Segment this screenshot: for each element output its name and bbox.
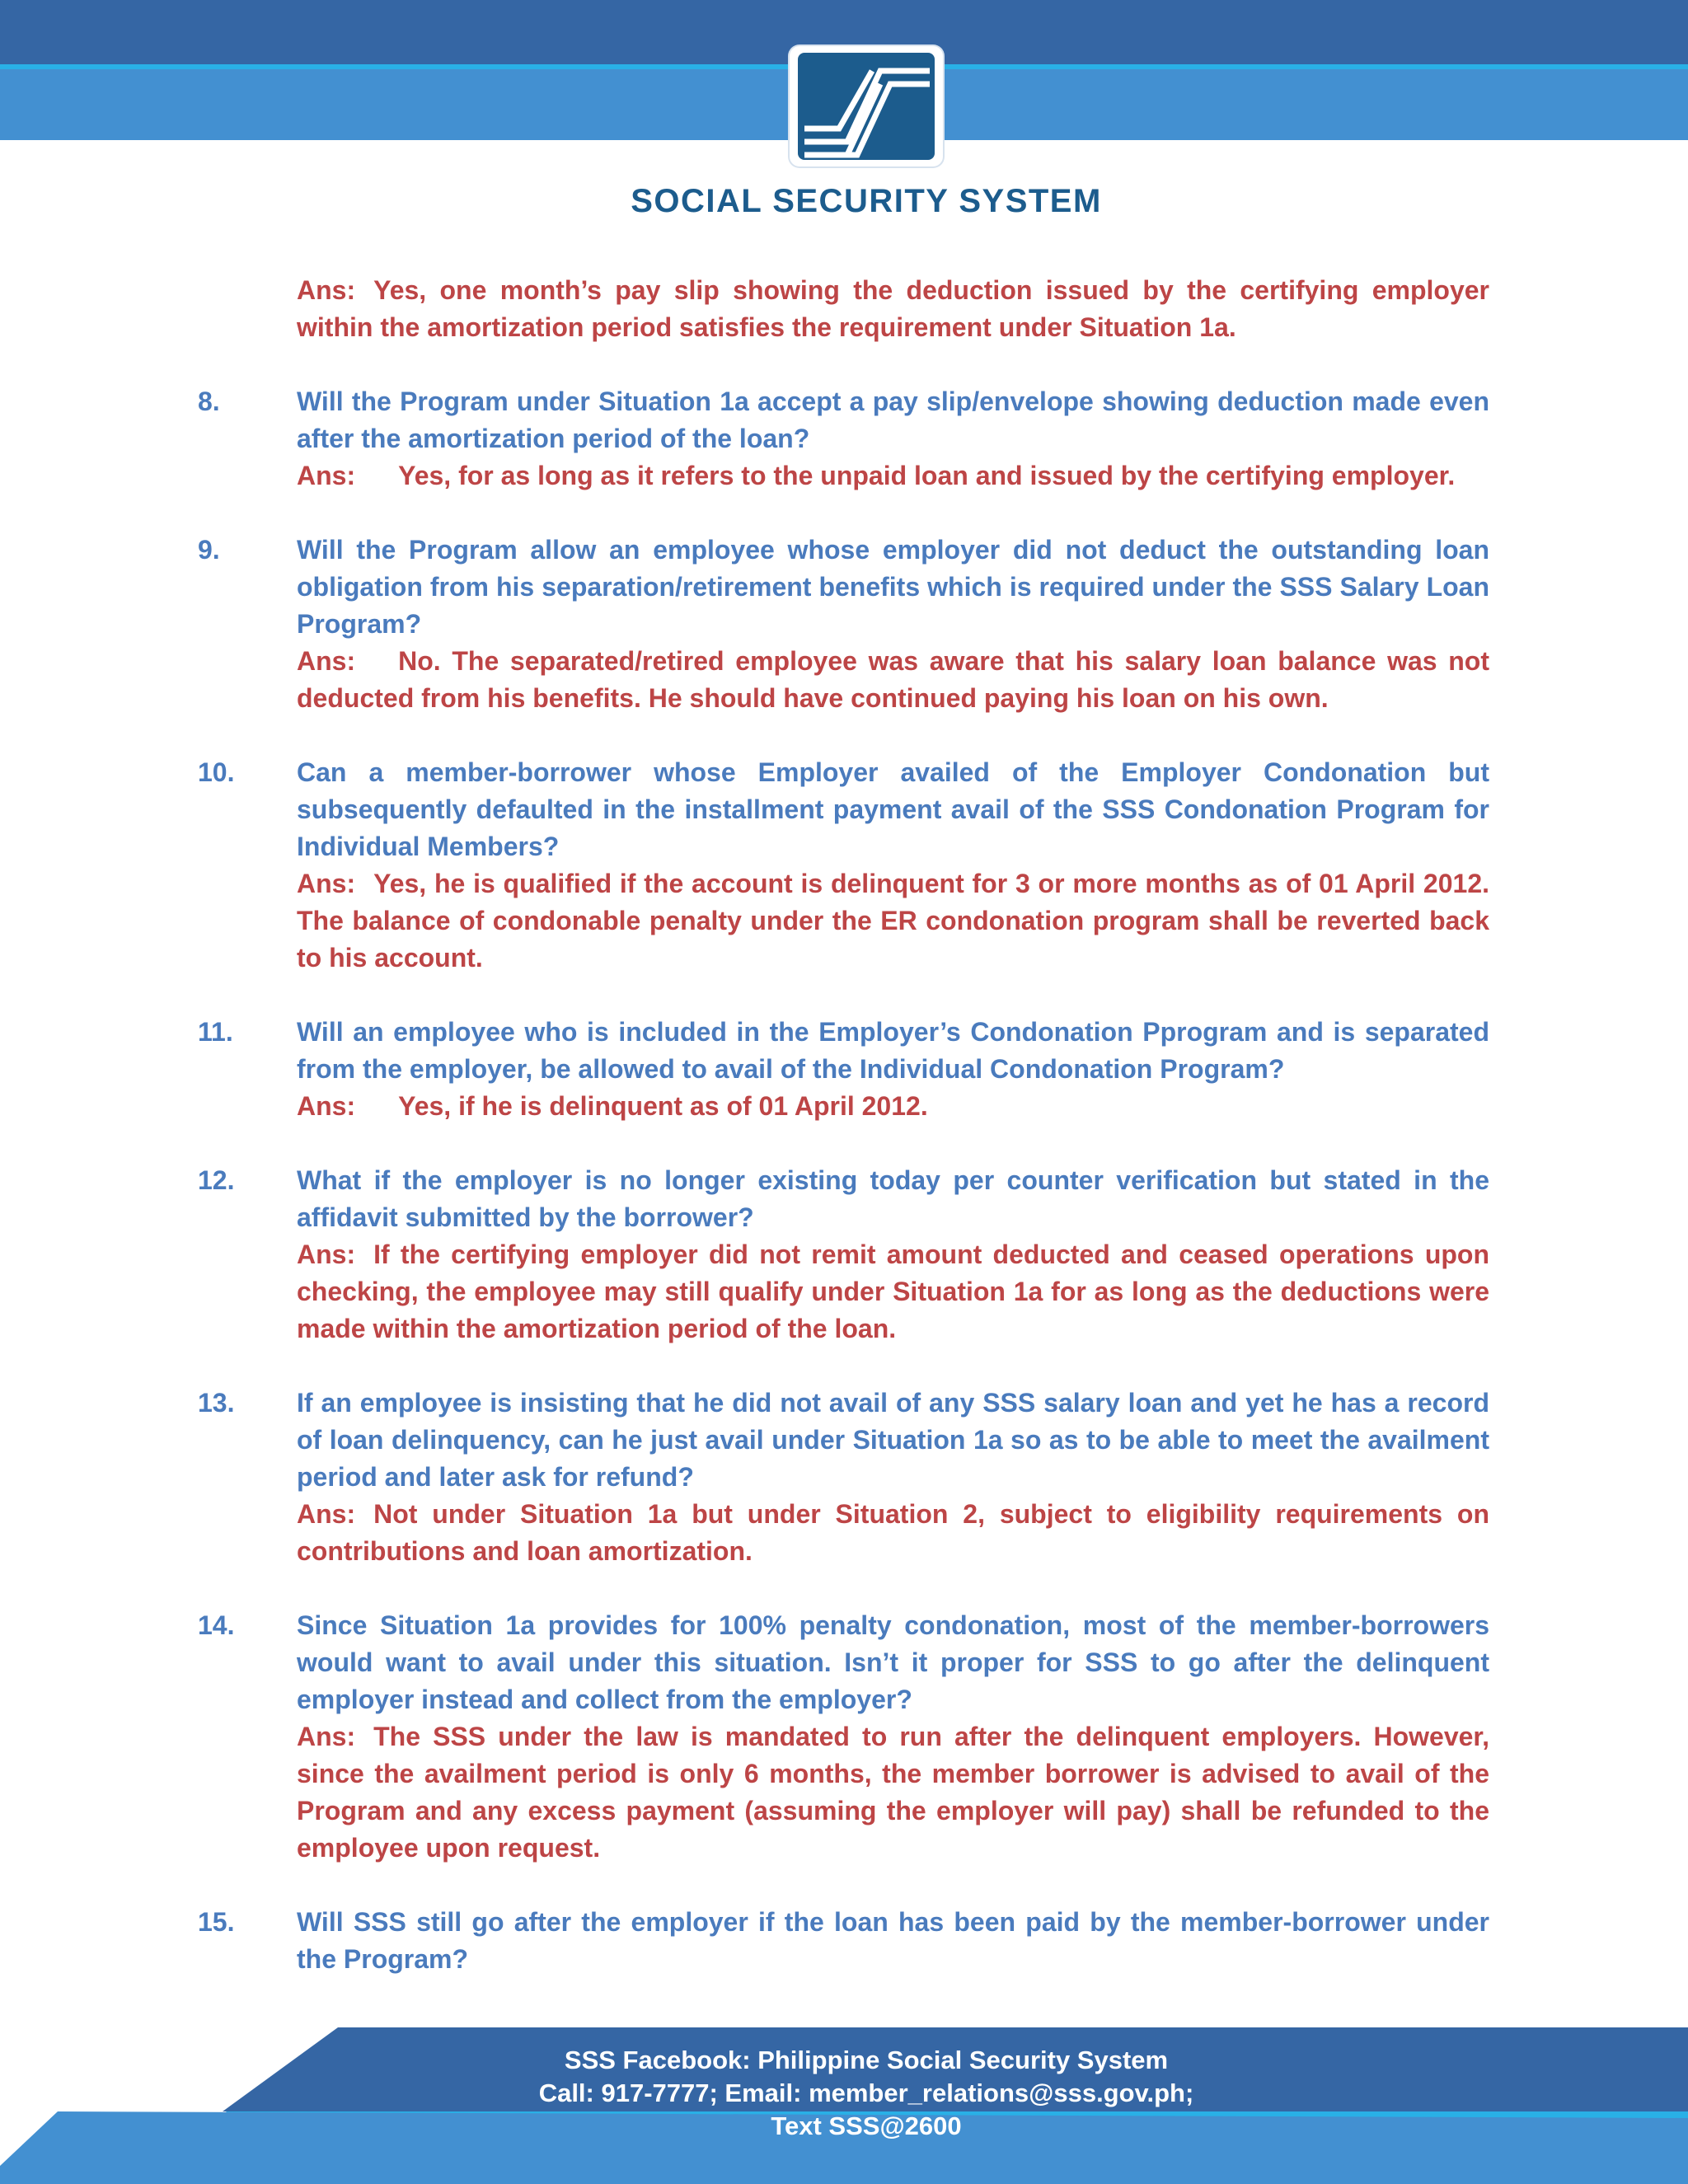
answer-text: The SSS under the law is mandated to run after the delinquent employers. However, since the availment period is only 6 months, the member borrower is advised to avail of the Program and any excess payment (assuming the employer will pay) shall be refunded to the employee upon request.	[297, 1722, 1489, 1863]
answer-label: Ans:	[297, 275, 356, 305]
item-number: 14.	[198, 1610, 235, 1640]
answer-label: Ans:	[297, 1499, 356, 1529]
sss-logo	[790, 46, 943, 166]
footer-contact	[0, 2044, 1688, 2143]
question-text: Will the Program allow an employee whose employer did not deduct the outstanding loan obligation from his separation/retirement benefits which is required under the SSS Salary Loan Program?	[297, 535, 1489, 639]
answer-text: Yes, for as long as it refers to the unpaid loan and issued by the certifying employer.	[398, 461, 1456, 490]
question-text: What if the employer is no longer existing today per counter verification but stated in the affidavit submitted by the borrower?	[297, 1165, 1489, 1232]
answer-label: Ans:	[297, 1091, 356, 1121]
question-text: Will the Program under Situation 1a accept a pay slip/envelope showing deduction made even after the amortization period of the loan?	[297, 387, 1489, 453]
item-number: 10.	[198, 757, 235, 787]
answer-label: Ans:	[297, 1722, 356, 1751]
footer-text-line: Text SSS@2600	[771, 2111, 962, 2140]
footer-facebook: SSS Facebook: Philippine Social Security System	[564, 2046, 1169, 2074]
question-text: If an employee is insisting that he did not avail of any SSS salary loan and yet he has a record of loan delinquency, can he just avail under Situation 1a so as to be able to meet the availment period and later ask for refund?	[297, 1388, 1489, 1492]
answer-label: Ans:	[297, 461, 356, 490]
question-text: Since Situation 1a provides for 100% penalty condonation, most of the member-borrowers would want to avail under this situation. Isn’t it proper for SSS to go after the delinquent employer instead and collect from the employer?	[297, 1610, 1489, 1714]
item-number: 9.	[198, 535, 220, 565]
question-text: Will SSS still go after the employer if the loan has been paid by the member-borrower under the Program?	[297, 1907, 1489, 1974]
answer	[297, 457, 1489, 494]
answer	[297, 1718, 1489, 1867]
answer-text: Yes, one month’s pay slip showing the deduction issued by the certifying employer within the amortization period satisfies the requirement under Situation 1a.	[297, 275, 1489, 342]
answer	[297, 865, 1489, 977]
organization-name: SOCIAL SECURITY SYSTEM	[631, 183, 1102, 219]
item-number: 12.	[198, 1165, 235, 1195]
answer	[297, 1236, 1489, 1347]
answer	[297, 1496, 1489, 1570]
item-number: 8.	[198, 387, 220, 416]
sss-logo-icon	[798, 53, 935, 160]
answer-label: Ans:	[297, 1240, 356, 1269]
answer-label: Ans:	[297, 646, 356, 676]
footer-call-email: Call: 917-7777; Email: member_relations@sss.gov.ph;	[538, 2079, 1194, 2107]
answer-text: Yes, he is qualified if the account is delinquent for 3 or more months as of 01 April 2012. The balance of condonable penalty under the ER condonation program shall be reverted back to his account.	[297, 869, 1489, 972]
item-number: 13.	[198, 1388, 235, 1418]
intro-answer	[297, 272, 1489, 346]
answer-text: If the certifying employer did not remit amount deducted and ceased operations upon checking, the employee may still qualify under Situation 1a for as long as the deductions were made within the amortization period of the loan.	[297, 1240, 1489, 1343]
item-number: 15.	[198, 1907, 235, 1937]
answer-text: Not under Situation 1a but under Situation 2, subject to eligibility requirements on contributions and loan amortization.	[297, 1499, 1489, 1566]
answer-label: Ans:	[297, 869, 356, 898]
question-text: Can a member-borrower whose Employer availed of the Employer Condonation but subsequently defaulted in the installment payment avail of the SSS Condonation Program for Individual Members?	[297, 757, 1489, 861]
answer	[297, 1088, 1489, 1125]
item-number: 11.	[198, 1017, 233, 1047]
answer	[297, 643, 1489, 717]
answer-text: Yes, if he is delinquent as of 01 April 2012.	[398, 1091, 928, 1121]
answer-text: No. The separated/retired employee was aware that his salary loan balance was not deducted from his benefits. He should have continued paying his loan on his own.	[297, 646, 1489, 713]
question-text: Will an employee who is included in the Employer’s Condonation Pprogram and is separated from the employer, be allowed to avail of the Individual Condonation Program?	[297, 1017, 1489, 1084]
